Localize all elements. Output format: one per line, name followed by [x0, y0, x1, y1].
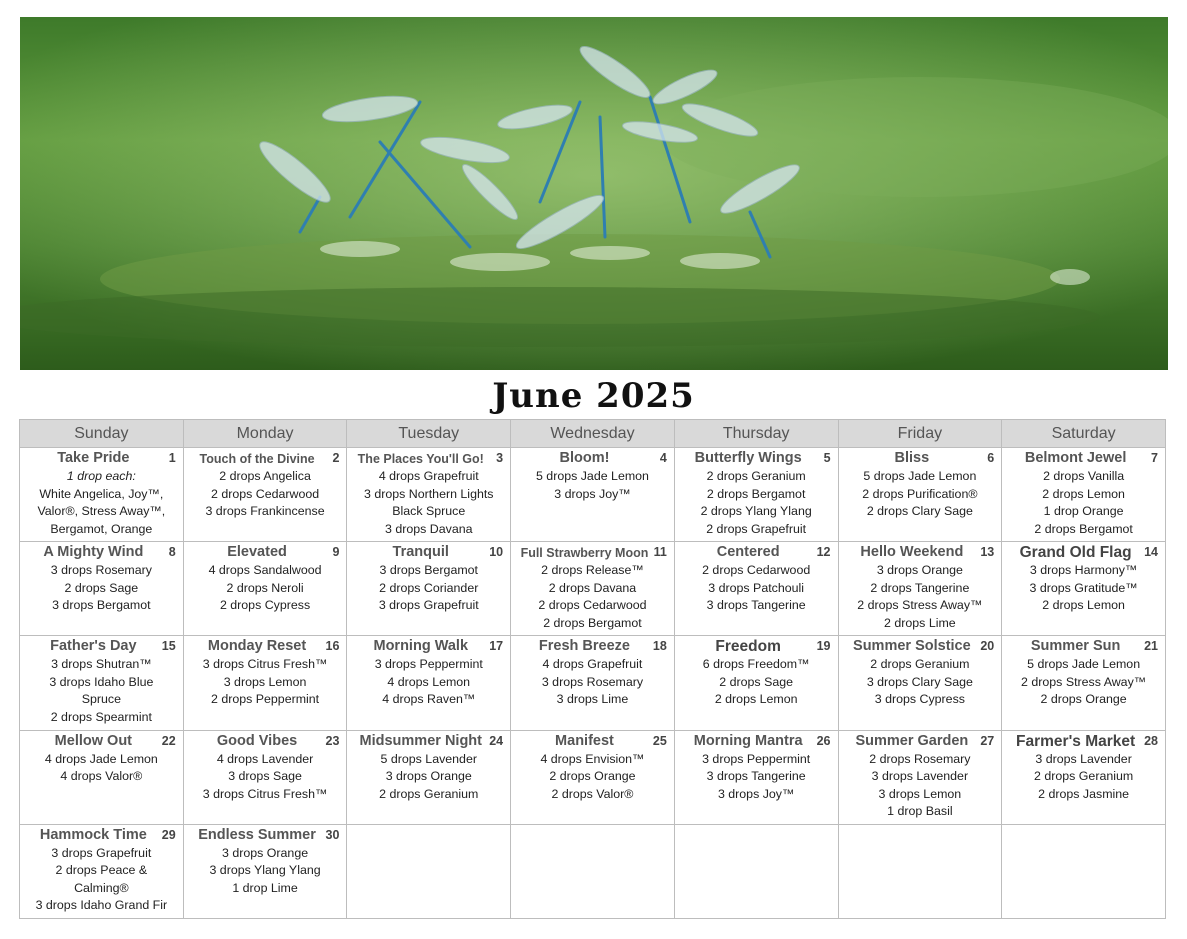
weekday-wednesday: Wednesday: [511, 420, 675, 448]
day-cell-23: [183, 730, 347, 824]
oil-recipe: [347, 656, 510, 709]
day-header: [347, 636, 510, 656]
calendar-week-row: [20, 824, 1166, 918]
recipe-line: 2 drops Tangerine: [870, 580, 970, 595]
day-cell-7: [1002, 448, 1166, 542]
recipe-line: 5 drops Jade Lemon: [1027, 657, 1141, 672]
recipe-line: 3 drops Patchouli: [708, 580, 805, 595]
recipe-line: 2 drops Cedarwood: [538, 598, 647, 613]
day-title: Hammock Time: [39, 826, 147, 843]
oil-recipe: [20, 468, 183, 538]
day-cell-content: [511, 448, 674, 541]
recipe-line: 2 drops Coriander: [379, 580, 479, 595]
recipe-line: 4 drops Grapefruit: [542, 657, 643, 672]
empty-day-cell: [511, 824, 675, 918]
day-header: [20, 542, 183, 562]
recipe-line: 2 drops Orange: [549, 769, 636, 784]
day-title: Bloom!: [559, 450, 610, 466]
recipe-line: 3 drops Peppermint: [702, 751, 811, 766]
weekday-friday: Friday: [838, 420, 1002, 448]
day-title: Manifest: [555, 732, 614, 749]
oil-recipe: [347, 562, 510, 615]
day-number: 25: [652, 733, 667, 748]
recipe-line: 2 drops Geranium: [706, 469, 806, 483]
recipe-line: 2 drops Lemon: [714, 692, 798, 707]
recipe-line: 2 drops Stress Away™: [1021, 674, 1147, 689]
recipe-line: 3 drops Harmony™: [1029, 563, 1138, 578]
recipe-line: 2 drops Cypress: [219, 598, 311, 613]
day-header: [1002, 542, 1165, 562]
day-cell-content: [839, 636, 1002, 729]
day-cell-25: [511, 730, 675, 824]
recipe-line: 3 drops Lavender: [871, 769, 969, 784]
day-number: 2: [332, 451, 340, 465]
day-header: [839, 448, 1002, 468]
day-number: 16: [325, 639, 340, 654]
day-header: [839, 636, 1002, 656]
day-header: [20, 731, 183, 751]
recipe-line: 3 drops Davana: [385, 521, 473, 536]
day-title: Butterfly Wings: [694, 450, 802, 466]
day-title: Centered: [716, 544, 780, 561]
day-cell-24: [347, 730, 511, 824]
day-cell-21: [1002, 636, 1166, 730]
day-header: [675, 542, 838, 562]
recipe-line: 3 drops Lemon: [223, 674, 307, 689]
recipe-line: White Angelica, Joy™,: [39, 486, 164, 501]
day-title: Take Pride: [57, 450, 130, 466]
day-cell-28: [1002, 730, 1166, 824]
day-title: Midsummer Night: [359, 732, 482, 749]
day-number: 10: [489, 545, 504, 560]
recipe-line: 3 drops Sage: [228, 769, 302, 784]
recipe-line: 2 drops Orange: [1040, 692, 1127, 707]
day-title: Endless Summer: [198, 826, 316, 843]
recipe-line: 2 drops Davana: [548, 580, 637, 595]
day-header: [675, 636, 838, 656]
day-cell-13: [838, 542, 1002, 636]
recipe-line: 3 drops Grapefruit: [51, 845, 152, 860]
day-number: 26: [816, 733, 831, 748]
day-cell-26: [674, 730, 838, 824]
day-number: 27: [980, 733, 995, 748]
empty-day-cell: [838, 824, 1002, 918]
day-cell-19: [674, 636, 838, 730]
recipe-line: 2 drops Rosemary: [869, 751, 971, 766]
day-cell-content: [675, 636, 838, 729]
recipe-line: 4 drops Lavender: [216, 751, 314, 766]
day-number: 13: [980, 545, 995, 560]
recipe-line: 3 drops Orange: [385, 769, 472, 784]
day-header: [347, 448, 510, 468]
day-number: 17: [489, 639, 504, 654]
day-number: 5: [823, 451, 831, 465]
oil-recipe: [511, 468, 674, 503]
day-title: Touch of the Divine: [199, 452, 315, 466]
day-cell-content: [1002, 731, 1165, 824]
day-header: [1002, 636, 1165, 656]
header-photo-dragonflies: [20, 17, 1168, 370]
empty-day-cell: [1002, 824, 1166, 918]
day-cell-content: [1002, 448, 1165, 541]
recipe-line: 3 drops Tangerine: [706, 769, 806, 784]
recipe-line: 1 drop Lime: [232, 880, 298, 895]
oil-recipe: [20, 845, 183, 915]
day-title: Mellow Out: [54, 732, 133, 749]
oil-recipe: [184, 562, 347, 615]
recipe-line: 3 drops Bergamot: [379, 563, 478, 578]
day-cell-content: [675, 542, 838, 635]
weekday-tuesday: Tuesday: [347, 420, 511, 448]
recipe-line: 2 drops Peace &: [55, 863, 148, 878]
day-header: [511, 731, 674, 751]
day-number: 7: [1151, 451, 1158, 465]
recipe-line: 3 drops Rosemary: [50, 563, 152, 578]
day-header: [675, 448, 838, 468]
empty-day-cell: [347, 824, 511, 918]
day-title: Good Vibes: [216, 732, 298, 749]
day-cell-content: [347, 448, 510, 541]
day-title: Freedom: [715, 638, 781, 656]
oil-recipe: [20, 656, 183, 726]
recipe-line: 3 drops Frankincense: [205, 504, 325, 518]
recipe-line: 2 drops Spearmint: [50, 709, 152, 724]
recipe-line: 3 drops Lemon: [878, 786, 962, 801]
day-cell-content: [20, 448, 183, 541]
day-cell-content: [20, 542, 183, 635]
day-header: [511, 542, 674, 562]
oil-recipe: [675, 562, 838, 615]
day-cell-10: [347, 542, 511, 636]
oil-recipe: [675, 751, 838, 804]
day-cell-content: [184, 825, 347, 918]
day-number: 8: [168, 545, 176, 560]
day-header: [184, 731, 347, 751]
recipe-line: 2 drops Lemon: [1042, 598, 1125, 613]
day-cell-content: [1002, 542, 1165, 635]
day-title: Bliss: [894, 450, 930, 466]
calendar-grid: [19, 419, 1166, 919]
recipe-line: 3 drops Orange: [222, 845, 309, 860]
day-cell-15: [20, 636, 184, 730]
oil-recipe: [1002, 562, 1165, 615]
weekday-header-row: [20, 420, 1166, 448]
day-header: [1002, 448, 1165, 468]
recipe-line: 3 drops Tangerine: [706, 598, 806, 613]
recipe-line: 2 drops Stress Away™: [857, 598, 983, 613]
recipe-line: 3 drops Lime: [556, 692, 629, 707]
oil-recipe: [1002, 656, 1165, 709]
day-cell-1: [20, 448, 184, 542]
recipe-line: 3 drops Lavender: [1035, 751, 1132, 766]
recipe-line: 4 drops Valor®: [60, 769, 143, 784]
recipe-line: 2 drops Bergamot: [1034, 521, 1133, 536]
oil-recipe: [1002, 468, 1165, 538]
day-title: The Places You'll Go!: [357, 452, 484, 466]
day-cell-16: [183, 636, 347, 730]
day-header: [1002, 731, 1165, 751]
recipe-line: 3 drops Clary Sage: [866, 674, 973, 689]
recipe-line: 2 drops Cedarwood: [702, 563, 811, 578]
recipe-line: 4 drops Lemon: [387, 674, 471, 689]
day-title: Summer Garden: [855, 732, 969, 749]
recipe-line: 4 drops Sandalwood: [208, 563, 322, 578]
day-cell-20: [838, 636, 1002, 730]
day-number: 23: [325, 733, 340, 748]
day-number: 3: [496, 451, 504, 465]
oil-recipe: [184, 845, 347, 898]
recipe-line: 3 drops Citrus Fresh™: [202, 657, 328, 672]
day-title: Summer Solstice: [853, 638, 971, 655]
recipe-line: 4 drops Jade Lemon: [44, 751, 158, 766]
recipe-line: 4 drops Envision™: [540, 751, 645, 766]
day-cell-content: [839, 731, 1002, 824]
day-title: Belmont Jewel: [1024, 450, 1127, 466]
calendar-week-row: [20, 730, 1166, 824]
recipe-line: Black Spruce: [392, 504, 466, 518]
recipe-line: 2 drops Lime: [884, 615, 956, 630]
oil-recipe: [347, 751, 510, 804]
day-cell-content: [184, 731, 347, 824]
day-cell-content: [184, 636, 347, 729]
recipe-line: 4 drops Grapefruit: [378, 469, 479, 483]
day-title: Morning Mantra: [693, 732, 803, 749]
day-number: 9: [332, 545, 340, 560]
recipe-line: 3 drops Orange: [876, 563, 963, 578]
calendar-week-row: [20, 542, 1166, 636]
recipe-line: 2 drops Angelica: [219, 469, 311, 483]
recipe-line: Calming®: [74, 880, 129, 895]
day-cell-content: [675, 731, 838, 824]
recipe-line: 1 drop Orange: [1043, 504, 1124, 518]
recipe-line: 3 drops Joy™: [717, 786, 795, 801]
recipe-line: 2 drops Peppermint: [210, 692, 320, 707]
oil-recipe: [1002, 751, 1165, 804]
recipe-line: 2 drops Valor®: [551, 786, 634, 801]
day-cell-3: [347, 448, 511, 542]
recipe-line: 3 drops Bergamot: [52, 598, 151, 613]
day-header: [184, 636, 347, 656]
day-cell-content: [511, 636, 674, 729]
recipe-line: 1 drop each:: [66, 469, 136, 483]
day-header: [839, 542, 1002, 562]
recipe-line: 3 drops Ylang Ylang: [209, 863, 321, 878]
day-cell-content: [839, 448, 1002, 541]
day-cell-content: [347, 542, 510, 635]
day-header: [675, 731, 838, 751]
weekday-sunday: Sunday: [20, 420, 184, 448]
oil-recipe: [184, 751, 347, 804]
day-number: 28: [1144, 733, 1158, 748]
day-cell-content: [511, 731, 674, 824]
day-header: [184, 542, 347, 562]
recipe-line: 3 drops Northern Lights: [364, 486, 494, 501]
day-number: 14: [1144, 545, 1158, 560]
day-number: 20: [980, 639, 995, 654]
day-title: Father's Day: [50, 638, 137, 655]
day-cell-12: [674, 542, 838, 636]
calendar-week-row: [20, 448, 1166, 542]
day-cell-27: [838, 730, 1002, 824]
day-cell-content: [184, 542, 347, 635]
oil-recipe: [347, 468, 510, 538]
calendar-title: June 2025: [492, 376, 695, 416]
day-cell-content: [347, 636, 510, 729]
day-title: Elevated: [227, 544, 287, 561]
recipe-line: 3 drops Idaho Grand Fir: [35, 898, 168, 913]
recipe-line: 2 drops Jasmine: [1038, 786, 1130, 801]
day-cell-6: [838, 448, 1002, 542]
day-number: 24: [489, 733, 504, 748]
day-number: 12: [816, 545, 831, 560]
day-title: A Mighty Wind: [43, 544, 144, 561]
recipe-line: 2 drops Purification®: [862, 486, 978, 501]
recipe-line: Spruce: [81, 692, 121, 707]
oil-recipe: [839, 468, 1002, 521]
day-title: Tranquil: [392, 544, 449, 561]
day-header: [184, 448, 347, 468]
recipe-line: 3 drops Peppermint: [374, 657, 483, 672]
oil-recipe: [675, 468, 838, 538]
calendar-week-row: [20, 636, 1166, 730]
day-cell-14: [1002, 542, 1166, 636]
weekday-thursday: Thursday: [674, 420, 838, 448]
recipe-line: 2 drops Geranium: [379, 786, 479, 801]
day-cell-11: [511, 542, 675, 636]
day-cell-5: [674, 448, 838, 542]
recipe-line: 2 drops Sage: [719, 674, 794, 689]
recipe-line: 2 drops Vanilla: [1043, 469, 1125, 483]
day-title: Grand Old Flag: [1019, 544, 1132, 562]
recipe-line: 2 drops Bergamot: [543, 615, 642, 630]
day-cell-2: [183, 448, 347, 542]
day-title: Summer Sun: [1030, 638, 1121, 655]
oil-recipe: [20, 751, 183, 786]
day-cell-content: [20, 825, 183, 918]
weekday-monday: Monday: [183, 420, 347, 448]
recipe-line: 2 drops Grapefruit: [706, 521, 807, 536]
recipe-line: 2 drops Geranium: [1034, 769, 1134, 784]
recipe-line: 3 drops Citrus Fresh™: [202, 786, 328, 801]
oil-recipe: [675, 656, 838, 709]
recipe-line: 2 drops Neroli: [226, 580, 304, 595]
day-title: Morning Walk: [373, 638, 469, 655]
day-cell-content: [675, 448, 838, 541]
recipe-line: 4 drops Raven™: [382, 692, 476, 707]
recipe-line: 6 drops Freedom™: [702, 657, 810, 672]
recipe-line: 2 drops Lemon: [1042, 486, 1125, 501]
recipe-line: 3 drops Cypress: [874, 692, 965, 707]
day-number: 15: [161, 639, 176, 654]
recipe-line: 2 drops Ylang Ylang: [700, 504, 812, 518]
recipe-line: Valor®, Stress Away™,: [37, 504, 166, 518]
day-header: [20, 825, 183, 845]
recipe-line: 2 drops Cedarwood: [210, 486, 320, 501]
day-cell-content: [1002, 636, 1165, 729]
day-cell-8: [20, 542, 184, 636]
recipe-line: 3 drops Grapefruit: [378, 598, 479, 613]
day-cell-content: [20, 731, 183, 824]
day-title: Monday Reset: [207, 638, 307, 655]
day-header: [511, 448, 674, 468]
empty-day-cell: [674, 824, 838, 918]
day-number: 29: [161, 827, 176, 842]
recipe-line: 2 drops Sage: [64, 580, 139, 595]
oil-recipe: [839, 562, 1002, 632]
recipe-line: 5 drops Jade Lemon: [535, 469, 649, 483]
day-number: 22: [161, 733, 176, 748]
recipe-line: 3 drops Idaho Blue: [49, 674, 154, 689]
day-number: 4: [659, 451, 667, 465]
oil-recipe: [20, 562, 183, 615]
day-number: 18: [652, 639, 667, 654]
oil-recipe: [184, 468, 347, 521]
day-cell-9: [183, 542, 347, 636]
day-header: [184, 825, 347, 845]
day-cell-content: [20, 636, 183, 729]
day-cell-content: [347, 731, 510, 824]
day-header: [20, 448, 183, 468]
day-title: Full Strawberry Moon: [520, 546, 649, 561]
recipe-line: 5 drops Lavender: [380, 751, 477, 766]
day-header: [839, 731, 1002, 751]
day-header: [347, 542, 510, 562]
day-title: Fresh Breeze: [538, 638, 630, 655]
day-number: 11: [653, 545, 667, 560]
oil-recipe: [511, 751, 674, 804]
day-cell-content: [839, 542, 1002, 635]
weekday-saturday: Saturday: [1002, 420, 1166, 448]
recipe-line: 3 drops Gratitude™: [1029, 580, 1138, 595]
day-cell-content: [511, 542, 674, 635]
day-title: Farmer's Market: [1016, 732, 1136, 750]
day-cell-29: [20, 824, 184, 918]
day-number: 19: [816, 639, 831, 654]
day-header: [20, 636, 183, 656]
oil-recipe: [184, 656, 347, 709]
day-cell-17: [347, 636, 511, 730]
day-header: [347, 731, 510, 751]
day-cell-18: [511, 636, 675, 730]
day-number: 1: [168, 451, 176, 465]
oil-recipe: [839, 751, 1002, 821]
recipe-line: 5 drops Jade Lemon: [863, 469, 977, 483]
recipe-line: Bergamot, Orange: [50, 521, 153, 536]
oil-recipe: [511, 562, 674, 632]
day-cell-4: [511, 448, 675, 542]
day-number: 21: [1144, 639, 1158, 654]
day-cell-30: [183, 824, 347, 918]
recipe-line: 3 drops Shutran™: [51, 657, 152, 672]
oil-recipe: [511, 656, 674, 709]
oil-recipe: [839, 656, 1002, 709]
day-cell-content: [184, 448, 347, 541]
recipe-line: 2 drops Clary Sage: [866, 504, 973, 518]
day-cell-22: [20, 730, 184, 824]
recipe-line: 2 drops Geranium: [870, 657, 970, 672]
recipe-line: 1 drop Basil: [887, 804, 953, 819]
recipe-line: 3 drops Rosemary: [541, 674, 644, 689]
day-header: [511, 636, 674, 656]
day-title: Hello Weekend: [860, 544, 964, 561]
recipe-line: 2 drops Release™: [541, 563, 644, 578]
recipe-line: 2 drops Bergamot: [706, 486, 806, 501]
day-number: 6: [987, 451, 995, 465]
day-number: 30: [325, 827, 340, 842]
recipe-line: 3 drops Joy™: [554, 486, 631, 501]
